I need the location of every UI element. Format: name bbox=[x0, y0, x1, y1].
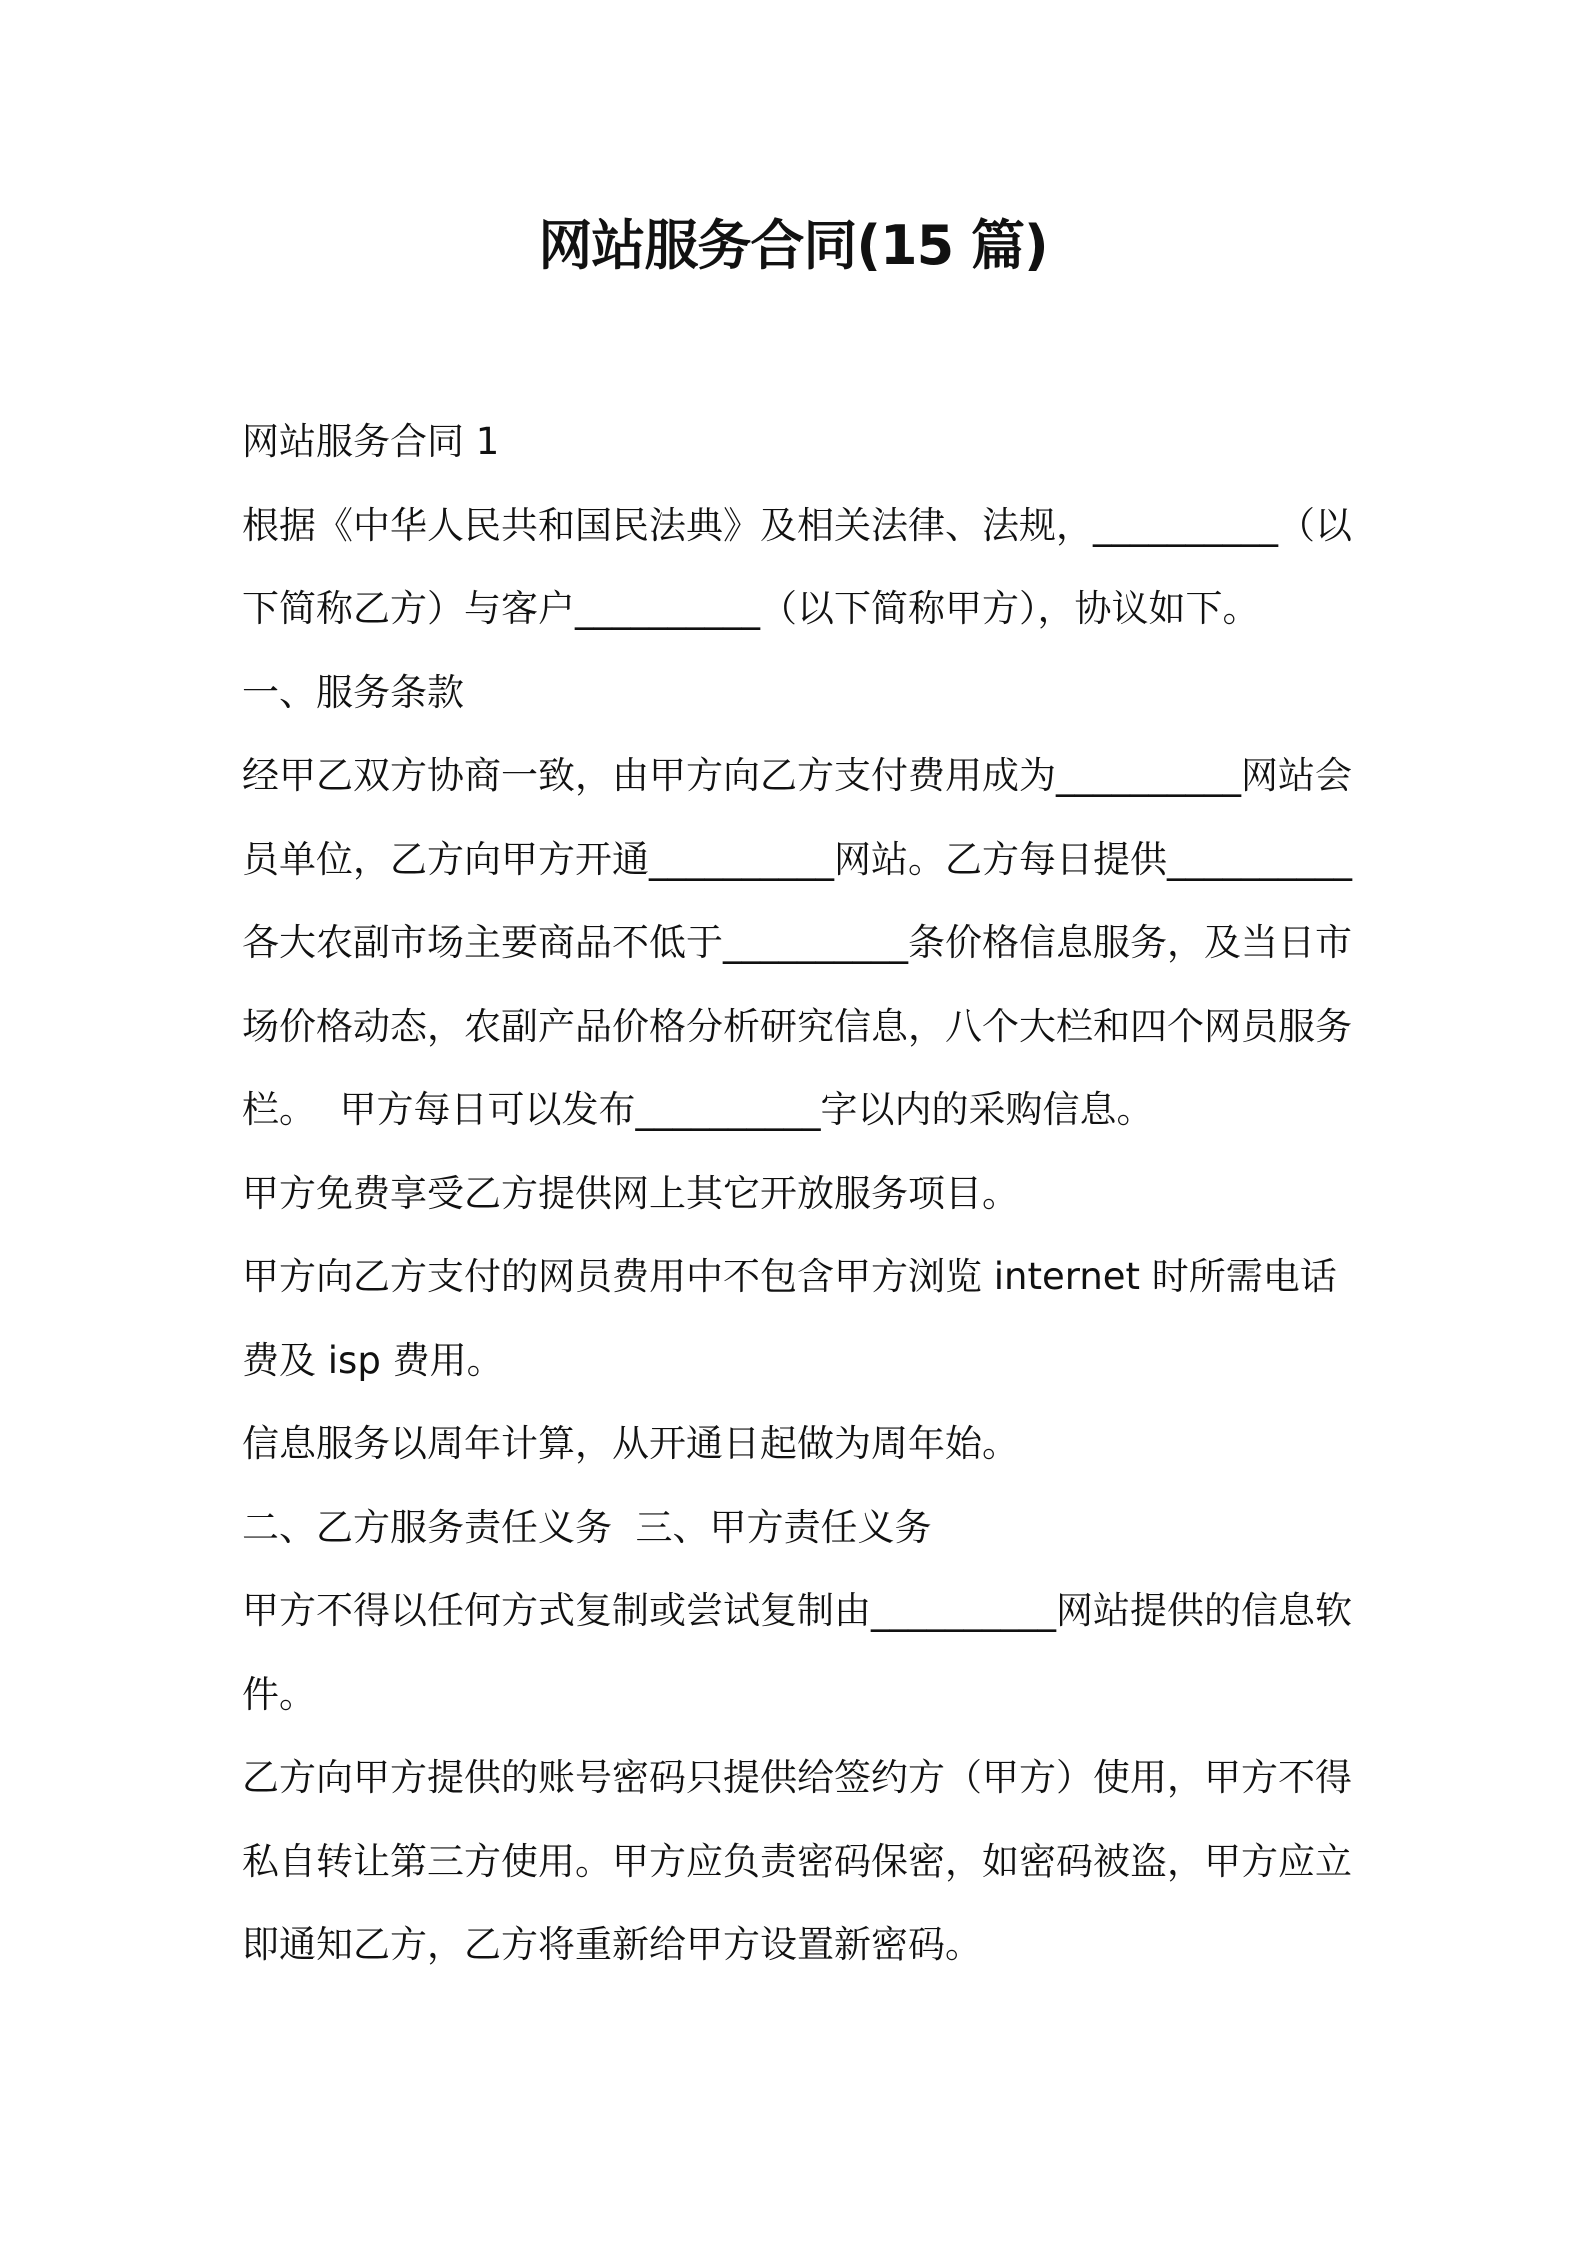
intro-paragraph: 根据《中华人民共和国民法典》及相关法律、法规，__________（以下简称乙方）与客户__________（以下简称甲方），协议如下。 bbox=[242, 503, 1352, 630]
copy-restriction-paragraph: 甲方不得以任何方式复制或尝试复制由__________网站提供的信息软件。 bbox=[242, 1589, 1352, 1716]
document-title: 网站服务合同(15 篇) bbox=[538, 214, 1048, 277]
free-services-paragraph: 甲方免费享受乙方提供网上其它开放服务项目。 bbox=[242, 1171, 1019, 1215]
document-body bbox=[242, 400, 1357, 1987]
service-period-paragraph: 信息服务以周年计算，从开通日起做为周年始。 bbox=[242, 1422, 1019, 1465]
service-terms-paragraph: 经甲乙双方协商一致，由甲方向乙方支付费用成为__________网站会员单位，乙方向甲方开通__________网站。乙方每日提供__________各大农副市场主要商品不低于__________条价格信息服务，及当日市场价格动态，农副产品价格分析研究信息，八个大栏和四个网员服务栏。 甲方每日可以发布__________字以内的采购信息。 bbox=[242, 754, 1352, 1131]
contract-subtitle: 网站服务合同 1 bbox=[242, 420, 500, 463]
section-heading-service-terms: 一、服务条款 bbox=[242, 670, 464, 714]
section-heading-obligations: 二、乙方服务责任义务 三、甲方责任义务 bbox=[242, 1505, 932, 1549]
fees-paragraph: 甲方向乙方支付的网员费用中不包含甲方浏览 internet 时所需电话费及 isp 费用。 bbox=[242, 1255, 1337, 1382]
password-paragraph: 乙方向甲方提供的账号密码只提供给签约方（甲方）使用，甲方不得私自转让第三方使用。甲方应负责密码保密，如密码被盗，甲方应立即通知乙方，乙方将重新给甲方设置新密码。 bbox=[242, 1756, 1352, 1966]
